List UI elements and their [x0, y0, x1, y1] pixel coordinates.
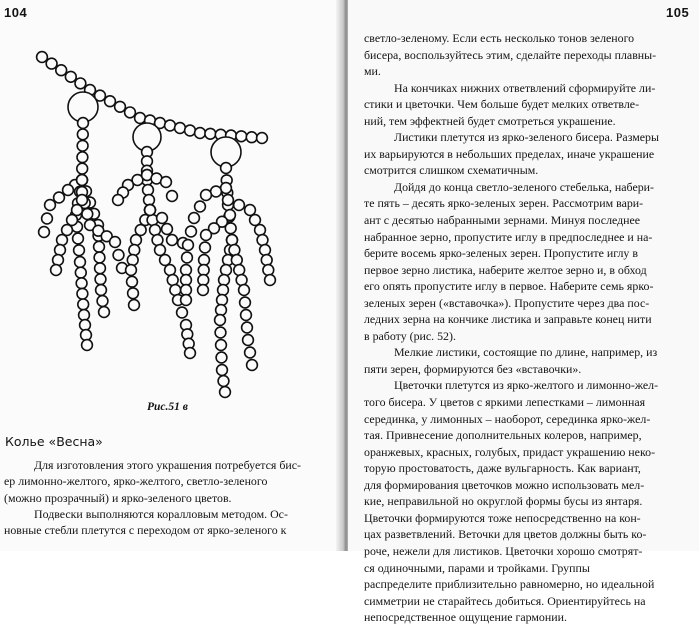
text-line: (можно прозрачный) и ярко-зеленого цветов. — [4, 490, 232, 505]
bead — [189, 213, 200, 224]
bead — [80, 320, 91, 331]
left-page-number: 104 — [4, 5, 28, 20]
text-line: кие, неправильной но округлой формы бусы из янтаря. — [364, 494, 643, 509]
bead — [257, 235, 268, 246]
text-line: набранное зерно, пропустите иглу в предпоследнее и на- — [364, 229, 653, 244]
left-page — [0, 0, 344, 551]
bead — [77, 195, 88, 206]
text-line: симметрии не старайтесь добиться. Ориентируйтесь на — [364, 593, 646, 608]
text-line: ся одиночными, парами и тройками. Группы — [364, 560, 590, 575]
bead — [205, 128, 216, 139]
bead — [77, 163, 88, 174]
bead — [182, 252, 193, 263]
text-line: цах разветвлений. Веточки для цветов должны быть ко- — [364, 527, 647, 542]
bead — [255, 225, 266, 236]
bead — [45, 200, 56, 211]
text-line: Цветочки формируются тоже непосредственно на кон- — [364, 510, 641, 525]
text-line: стики и цветочки. Чем больше будет мелких ответвле- — [364, 97, 640, 112]
text-line: На кончиках нижних ответвлений сформируйте ли- — [394, 80, 656, 95]
bead — [241, 310, 252, 321]
bead — [216, 352, 227, 363]
bead — [77, 140, 88, 151]
text-line: торую простоватость, даже вульгарность. Как вариант, — [364, 461, 641, 476]
paragraph — [4, 506, 335, 539]
text-line: того бисера. У цветов с яркими лепестками – лимонная — [364, 395, 646, 410]
text-line: пяти зерен, формируются без «вставочки». — [364, 361, 582, 376]
bead — [218, 285, 229, 296]
right-page-text — [364, 30, 694, 626]
bead — [199, 255, 210, 266]
bead — [198, 275, 209, 286]
text-line: Дойдя до конца светло-зеленого стебелька, набери- — [394, 179, 654, 194]
bead — [155, 245, 166, 256]
bead — [143, 185, 154, 196]
text-line: Мелкие листики, состоящие по длине, например, из — [394, 345, 658, 360]
bead — [73, 233, 84, 244]
bead — [221, 183, 232, 194]
right-page — [348, 0, 699, 625]
bead — [215, 327, 226, 338]
bead — [82, 340, 93, 351]
bead — [216, 340, 227, 351]
bead — [67, 215, 78, 226]
bead-strands — [37, 52, 276, 398]
bead — [129, 245, 140, 256]
bead — [129, 300, 140, 311]
bead — [145, 205, 156, 216]
text-line: серединка, у лимонных – наоборот, серединка ярко-жел- — [364, 411, 651, 426]
bead — [94, 252, 105, 263]
bead — [160, 255, 171, 266]
bead — [181, 265, 192, 276]
bead — [221, 265, 232, 276]
text-line: ми. — [364, 64, 381, 79]
text-line: распределите приблизительно равномерно, но идеальной — [364, 577, 655, 592]
text-line: ний, тем эффектней будет смотреться украшение. — [364, 113, 616, 128]
bead — [240, 297, 251, 308]
bead — [126, 265, 137, 276]
bead — [247, 360, 258, 371]
text-line: его опять пропустите иглу в первое. Наберите семь ярко- — [364, 279, 654, 294]
bead — [198, 285, 209, 296]
bead — [115, 101, 126, 112]
bead — [82, 209, 93, 220]
paragraph — [364, 80, 694, 130]
bead — [95, 274, 106, 285]
bead — [81, 330, 92, 341]
bead — [162, 224, 173, 235]
bead — [220, 387, 231, 398]
bead — [257, 133, 268, 144]
left-page-text — [4, 457, 335, 538]
text-line: те пять – десять ярко-зеленых зерен. Рассмотрим вари- — [364, 196, 644, 211]
bead — [76, 278, 87, 289]
bead — [245, 347, 256, 358]
bead — [37, 52, 48, 63]
bead — [217, 365, 228, 376]
bead — [215, 315, 226, 326]
text-line: Листики плетутся из ярко-зеленого бисера. Размеры — [394, 130, 659, 145]
text-line: Цветочки плетутся из ярко-желтого и лимонно-жел- — [394, 378, 659, 393]
text-line: Подвески выполняются коралловым методом. Ос- — [34, 506, 288, 521]
bead — [110, 237, 121, 248]
bead — [218, 376, 229, 387]
bead — [200, 242, 211, 253]
text-line: ер лимонно-желтого, ярко-желтого, светло-зеленого — [4, 474, 268, 489]
text-line: ант с десятью набранными зернами. Минуя последнее — [364, 213, 641, 228]
bead — [113, 250, 124, 261]
bead — [77, 175, 88, 186]
bead — [135, 113, 146, 124]
beaded-necklace-illustration — [0, 0, 344, 430]
bead — [239, 285, 250, 296]
bead — [167, 235, 178, 246]
bead — [94, 241, 105, 252]
bead — [46, 58, 57, 69]
bead — [150, 225, 161, 236]
bead — [72, 205, 83, 216]
bead — [260, 245, 271, 256]
text-line: Для изготовления этого украшения потребуется бис- — [34, 458, 301, 472]
figure-caption: Рис.51 в — [147, 401, 188, 413]
bead — [62, 225, 73, 236]
bead — [75, 267, 86, 278]
paragraph — [4, 457, 335, 506]
bead — [236, 131, 247, 142]
paragraph — [364, 179, 694, 344]
text-line: первое зерно листика, наберите желтое зерно и, в обход — [364, 262, 647, 277]
bead — [201, 230, 212, 241]
text-line: бисера, воспользуйтесь этим, сделайте переходы плавны- — [364, 47, 657, 62]
bead — [165, 265, 176, 276]
bead — [186, 226, 197, 237]
bead — [77, 152, 88, 163]
bead — [165, 120, 176, 131]
bead — [99, 307, 110, 318]
bead — [53, 255, 64, 266]
bead — [183, 240, 194, 251]
bead — [217, 295, 228, 306]
text-line: ледних зерна на кончике листика и заправьте конец нити — [364, 312, 652, 327]
bead — [75, 78, 86, 89]
bead — [65, 71, 76, 82]
bead — [167, 191, 178, 202]
bead — [177, 307, 188, 318]
text-line: тая. Привнесение дополнительных колеров, например, — [364, 428, 642, 443]
bead — [250, 215, 261, 226]
bead — [157, 213, 168, 224]
bead — [223, 195, 234, 206]
bead — [219, 275, 230, 286]
text-line: новные стебли плетутся с переходом от ярко-зеленого к — [4, 523, 287, 538]
bead — [246, 132, 257, 143]
bead — [127, 255, 138, 266]
bead — [78, 299, 89, 310]
bead — [170, 285, 181, 296]
bead — [167, 275, 178, 286]
text-line: в работу (рис. 52). — [364, 328, 456, 343]
text-line: непосредственное ощущение гармонии. — [364, 610, 567, 625]
bead — [125, 107, 136, 118]
bead — [78, 118, 89, 129]
paragraph — [364, 129, 694, 179]
bead — [77, 288, 88, 299]
bead — [181, 275, 192, 286]
bead — [201, 190, 212, 201]
text-line: смотрится слишком схематичным. — [364, 163, 539, 178]
bead — [245, 205, 256, 216]
text-line: берите восемь ярко-зеленых зерен. Пропустите иглу в — [364, 246, 638, 261]
bead — [57, 235, 68, 246]
bead — [243, 335, 254, 346]
text-line: оранжевых, красных, голубых, придаст украшению неко- — [364, 444, 656, 459]
bead — [95, 263, 106, 274]
text-line: их варьируются в небольших пределах, иначе украшение — [364, 146, 655, 161]
bead — [236, 275, 247, 286]
bead — [97, 296, 108, 307]
bead — [144, 195, 155, 206]
paragraph — [364, 30, 694, 80]
paragraph — [364, 377, 694, 625]
section-heading: Колье «Весна» — [5, 434, 103, 449]
bead — [185, 125, 196, 136]
bead — [261, 255, 272, 266]
text-line: роче, нежели для листиков. Цветочки хорошо смотрят- — [364, 543, 643, 558]
bead — [39, 227, 50, 238]
text-line: зеленых зерен («вставочка»). Пропустите через два пос- — [364, 295, 650, 310]
bead — [79, 310, 90, 321]
bead — [128, 288, 139, 299]
bead — [227, 235, 238, 246]
bead — [234, 265, 245, 276]
bead — [135, 225, 146, 236]
bead — [221, 163, 232, 174]
bead — [63, 185, 74, 196]
bead — [54, 192, 65, 203]
text-line: светло-зеленому. Если есть несколько тонов зеленого — [364, 31, 635, 45]
bead — [263, 265, 274, 276]
bead — [105, 96, 116, 107]
right-page-number: 105 — [666, 5, 690, 20]
bead — [127, 276, 138, 287]
bead — [234, 200, 245, 211]
bead — [195, 201, 206, 212]
bead — [231, 255, 242, 266]
bead — [77, 129, 88, 140]
bead — [56, 65, 67, 76]
bead — [55, 245, 66, 256]
bead — [181, 295, 192, 306]
bead — [175, 123, 186, 134]
text-line: для формирования цветочков можно использовать мел- — [364, 477, 645, 492]
bead — [198, 265, 209, 276]
bead — [42, 213, 53, 224]
bead — [131, 235, 142, 246]
bead — [185, 348, 196, 359]
bead — [229, 245, 240, 256]
paragraph — [364, 344, 694, 377]
bead — [216, 305, 227, 316]
bead — [211, 186, 222, 197]
bead — [242, 322, 253, 333]
bead — [265, 275, 276, 286]
bead — [96, 285, 107, 296]
bead — [181, 285, 192, 296]
bead — [51, 265, 62, 276]
bead — [195, 128, 206, 139]
bead — [75, 257, 86, 268]
bead — [113, 195, 124, 206]
bead — [161, 177, 172, 188]
bead — [74, 245, 85, 256]
bead — [152, 235, 163, 246]
